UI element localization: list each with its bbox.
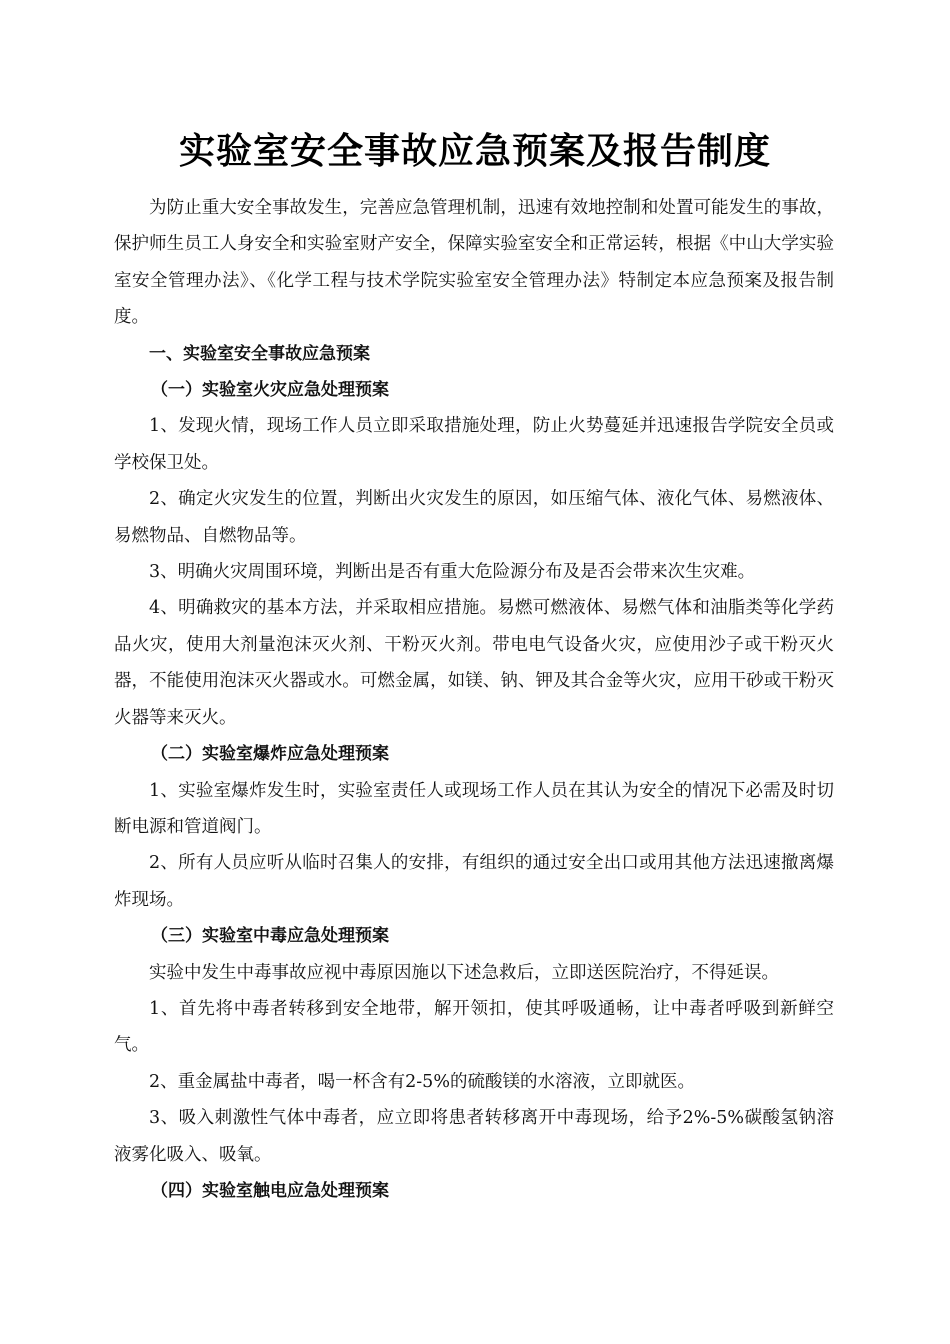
intro-paragraph: 为防止重大安全事故发生，完善应急管理机制，迅速有效地控制和处置可能发生的事故，保护师生员工人身安全和实验室财产安全，保障实验室安全和正常运转，根据《中山大学实验室安全管理办法》、《化学工程与技术学院实验室安全管理办法》特制定本应急预案及报告制度。 xyxy=(114,198,834,328)
subsection-heading-fire: （一）实验室火灾应急处理预案 xyxy=(151,380,389,401)
explosion-item-2: 2、所有人员应听从临时召集人的安排，有组织的通过安全出口或用其他方法迅速撤离爆炸现场。 xyxy=(114,853,834,910)
document-body xyxy=(114,190,834,1209)
document-title: 实验室安全事故应急预案及报告制度 xyxy=(178,131,771,172)
subsection-heading-electric-shock: （四）实验室触电应急处理预案 xyxy=(151,1180,389,1201)
fire-item-4: 4、明确救灾的基本方法，并采取相应措施。易燃可燃液体、易燃气体和油脂类等化学药品火灾，使用大剂量泡沫灭火剂、干粉灭火剂。带电电气设备火灾，应使用沙子或干粉灭火器，不能使用泡沫灭火器或水。可燃金属，如镁、钠、钾及其合金等火灾，应用干砂或干粉灭火器等来灭火。 xyxy=(114,598,834,728)
poisoning-item-1: 1、首先将中毒者转移到安全地带，解开领扣，使其呼吸通畅，让中毒者呼吸到新鲜空气。 xyxy=(114,998,834,1056)
subsection-heading-explosion: （二）实验室爆炸应急处理预案 xyxy=(151,744,389,765)
poisoning-item-3: 3、吸入刺激性气体中毒者，应立即将患者转移离开中毒现场，给予2%-5%碳酸氢钠溶液雾化吸入、吸氧。 xyxy=(114,1108,834,1165)
explosion-item-1: 1、实验室爆炸发生时，实验室责任人或现场工作人员在其认为安全的情况下必需及时切断电源和管道阀门。 xyxy=(114,780,834,837)
poisoning-item-2: 2、重金属盐中毒者，喝一杯含有2-5%的硫酸镁的水溶液，立即就医。 xyxy=(149,1071,695,1092)
poisoning-intro: 实验中发生中毒事故应视中毒原因施以下述急救后，立即送医院治疗，不得延误。 xyxy=(149,962,779,983)
section-heading-emergency-plan: 一、实验室安全事故应急预案 xyxy=(149,343,370,364)
fire-item-2: 2、确定火灾发生的位置，判断出火灾发生的原因，如压缩气体、液化气体、易燃液体、易燃物品、自燃物品等。 xyxy=(114,489,834,546)
fire-item-3: 3、明确火灾周围环境，判断出是否有重大危险源分布及是否会带来次生灾难。 xyxy=(149,562,756,583)
fire-item-1: 1、发现火情，现场工作人员立即采取措施处理，防止火势蔓延并迅速报告学院安全员或学校保卫处。 xyxy=(114,416,834,473)
subsection-heading-poisoning: （三）实验室中毒应急处理预案 xyxy=(151,926,389,947)
